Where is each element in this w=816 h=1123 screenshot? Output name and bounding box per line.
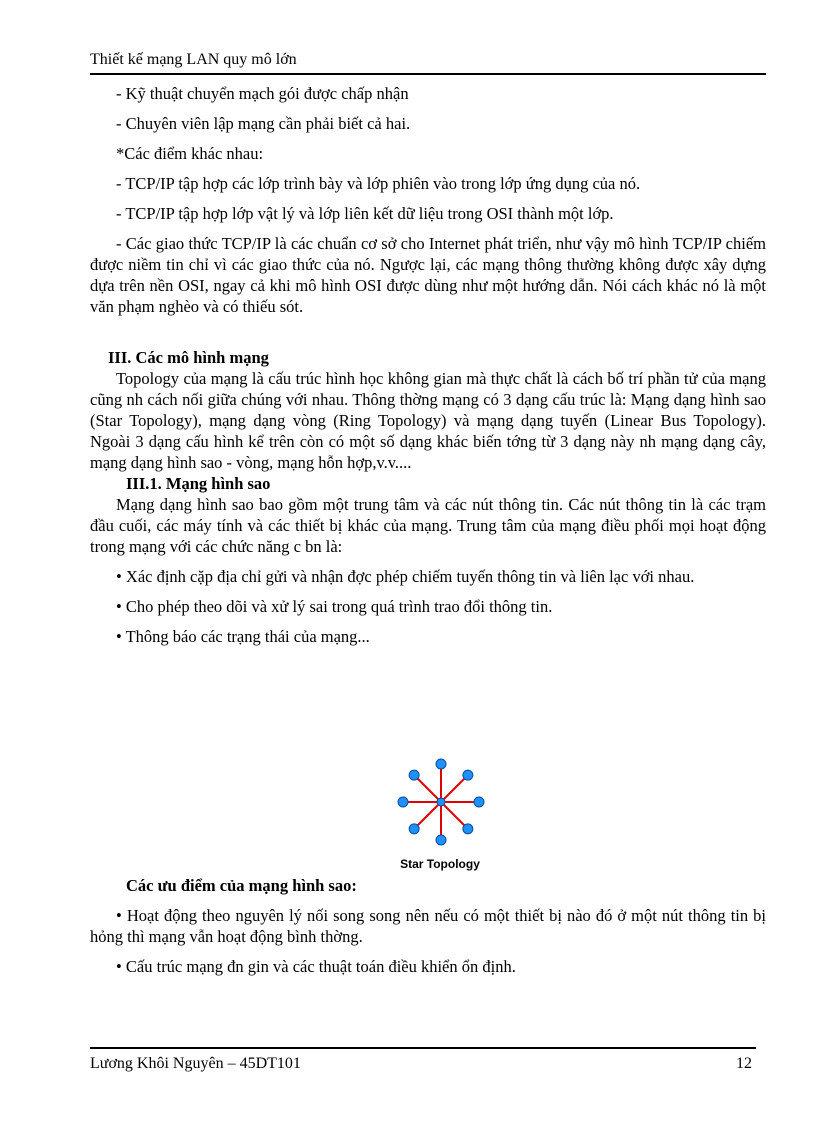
- star-node: [398, 797, 408, 807]
- star-node: [474, 797, 484, 807]
- figure-caption: Star Topology: [400, 857, 480, 871]
- star-node: [436, 835, 446, 845]
- paragraph: - Kỹ thuật chuyển mạch gói được chấp nhận: [116, 84, 409, 103]
- star-topology-figure: [385, 757, 495, 877]
- paragraph: *Các điểm khác nhau:: [116, 144, 264, 163]
- paragraph: - Chuyên viên lập mạng cần phải biết cả hai.: [116, 114, 411, 133]
- bullet-item: • Cấu trúc mạng đn gin và các thuật toán điều khiển ổn định.: [116, 957, 516, 976]
- bullet-item: • Xác định cặp địa chỉ gửi và nhận đợc phép chiếm tuyến thông tin và liên lạc với nhau.: [116, 567, 695, 586]
- advantages-heading: Các ưu điểm của mạng hình sao:: [126, 876, 357, 895]
- star-node: [463, 770, 473, 780]
- star-topology-diagram: [385, 757, 495, 857]
- footer-author: Lương Khôi Nguyên – 45DT101: [90, 1055, 301, 1072]
- star-node: [436, 759, 446, 769]
- bullet-item: • Hoạt động theo nguyên lý nối song song nên nếu có một thiết bị nào đó ở một nút thông tin bị hỏng thì mạng vẫn hoạt động bình thờng.: [90, 906, 766, 946]
- paragraph: - TCP/IP tập hợp lớp vật lý và lớp liên kết dữ liệu trong OSI thành một lớp.: [116, 204, 614, 223]
- paragraph: Mạng dạng hình sao bao gồm một trung tâm và các nút thông tin. Các nút thông tin là các trạm đầu cuối, các máy tính và các thiết bị khác của mạng. Trung tâm của mạng điều phối mọi hoạt động trong mạng với các chức năng c bn là:: [90, 495, 766, 556]
- page-header: Thiết kế mạng LAN quy mô lớn: [90, 51, 297, 68]
- paragraph: Topology của mạng là cấu trúc hình học không gian mà thực chất là cách bố trí phần tử của mạng cũng nh cách nối giữa chúng với nhau. Thông thờng mạng có 3 dạng cấu trúc là: Mạng dạng hình sao (Star Topology), mạng dạng vòng (Ring Topology) và mạng dạng tuyến (Linear Bus Topology). Ngoài 3 dạng cấu hình kể trên còn có một số dạng khác biến tớng từ 3 dạng này nh mạng dạng cây, mạng dạng hình sao - vòng, mạng hỗn hợp,v.v....: [90, 369, 766, 472]
- section-heading: III. Các mô hình mạng: [108, 348, 269, 367]
- paragraph: - TCP/IP tập hợp các lớp trình bày và lớp phiên vào trong lớp ứng dụng của nó.: [116, 174, 641, 193]
- star-link: [414, 775, 441, 802]
- star-link: [441, 775, 468, 802]
- footer-divider: [90, 1047, 756, 1049]
- page-number: 12: [736, 1055, 752, 1072]
- star-node: [409, 770, 419, 780]
- bullet-item: • Thông báo các trạng thái của mạng...: [116, 627, 370, 646]
- star-link: [441, 802, 468, 829]
- star-node: [409, 824, 419, 834]
- subsection-heading: III.1. Mạng hình sao: [126, 474, 271, 493]
- star-node: [463, 824, 473, 834]
- paragraph: - Các giao thức TCP/IP là các chuẩn cơ sở cho Internet phát triển, như vậy mô hình TCP/IP chiếm được niềm tin chỉ vì các giao thức của nó. Ngược lại, các mạng thông thường không được xây dựng dựa trên nền OSI, ngay cả khi mô hình OSI được dùng như một hướng dẫn. Nói cách khác nó là một văn phạm nghèo và có thiếu sót.: [90, 234, 766, 316]
- header-divider: [90, 73, 766, 75]
- star-link: [414, 802, 441, 829]
- star-hub: [437, 798, 445, 806]
- bullet-item: • Cho phép theo dõi và xử lý sai trong quá trình trao đổi thông tin.: [116, 597, 553, 616]
